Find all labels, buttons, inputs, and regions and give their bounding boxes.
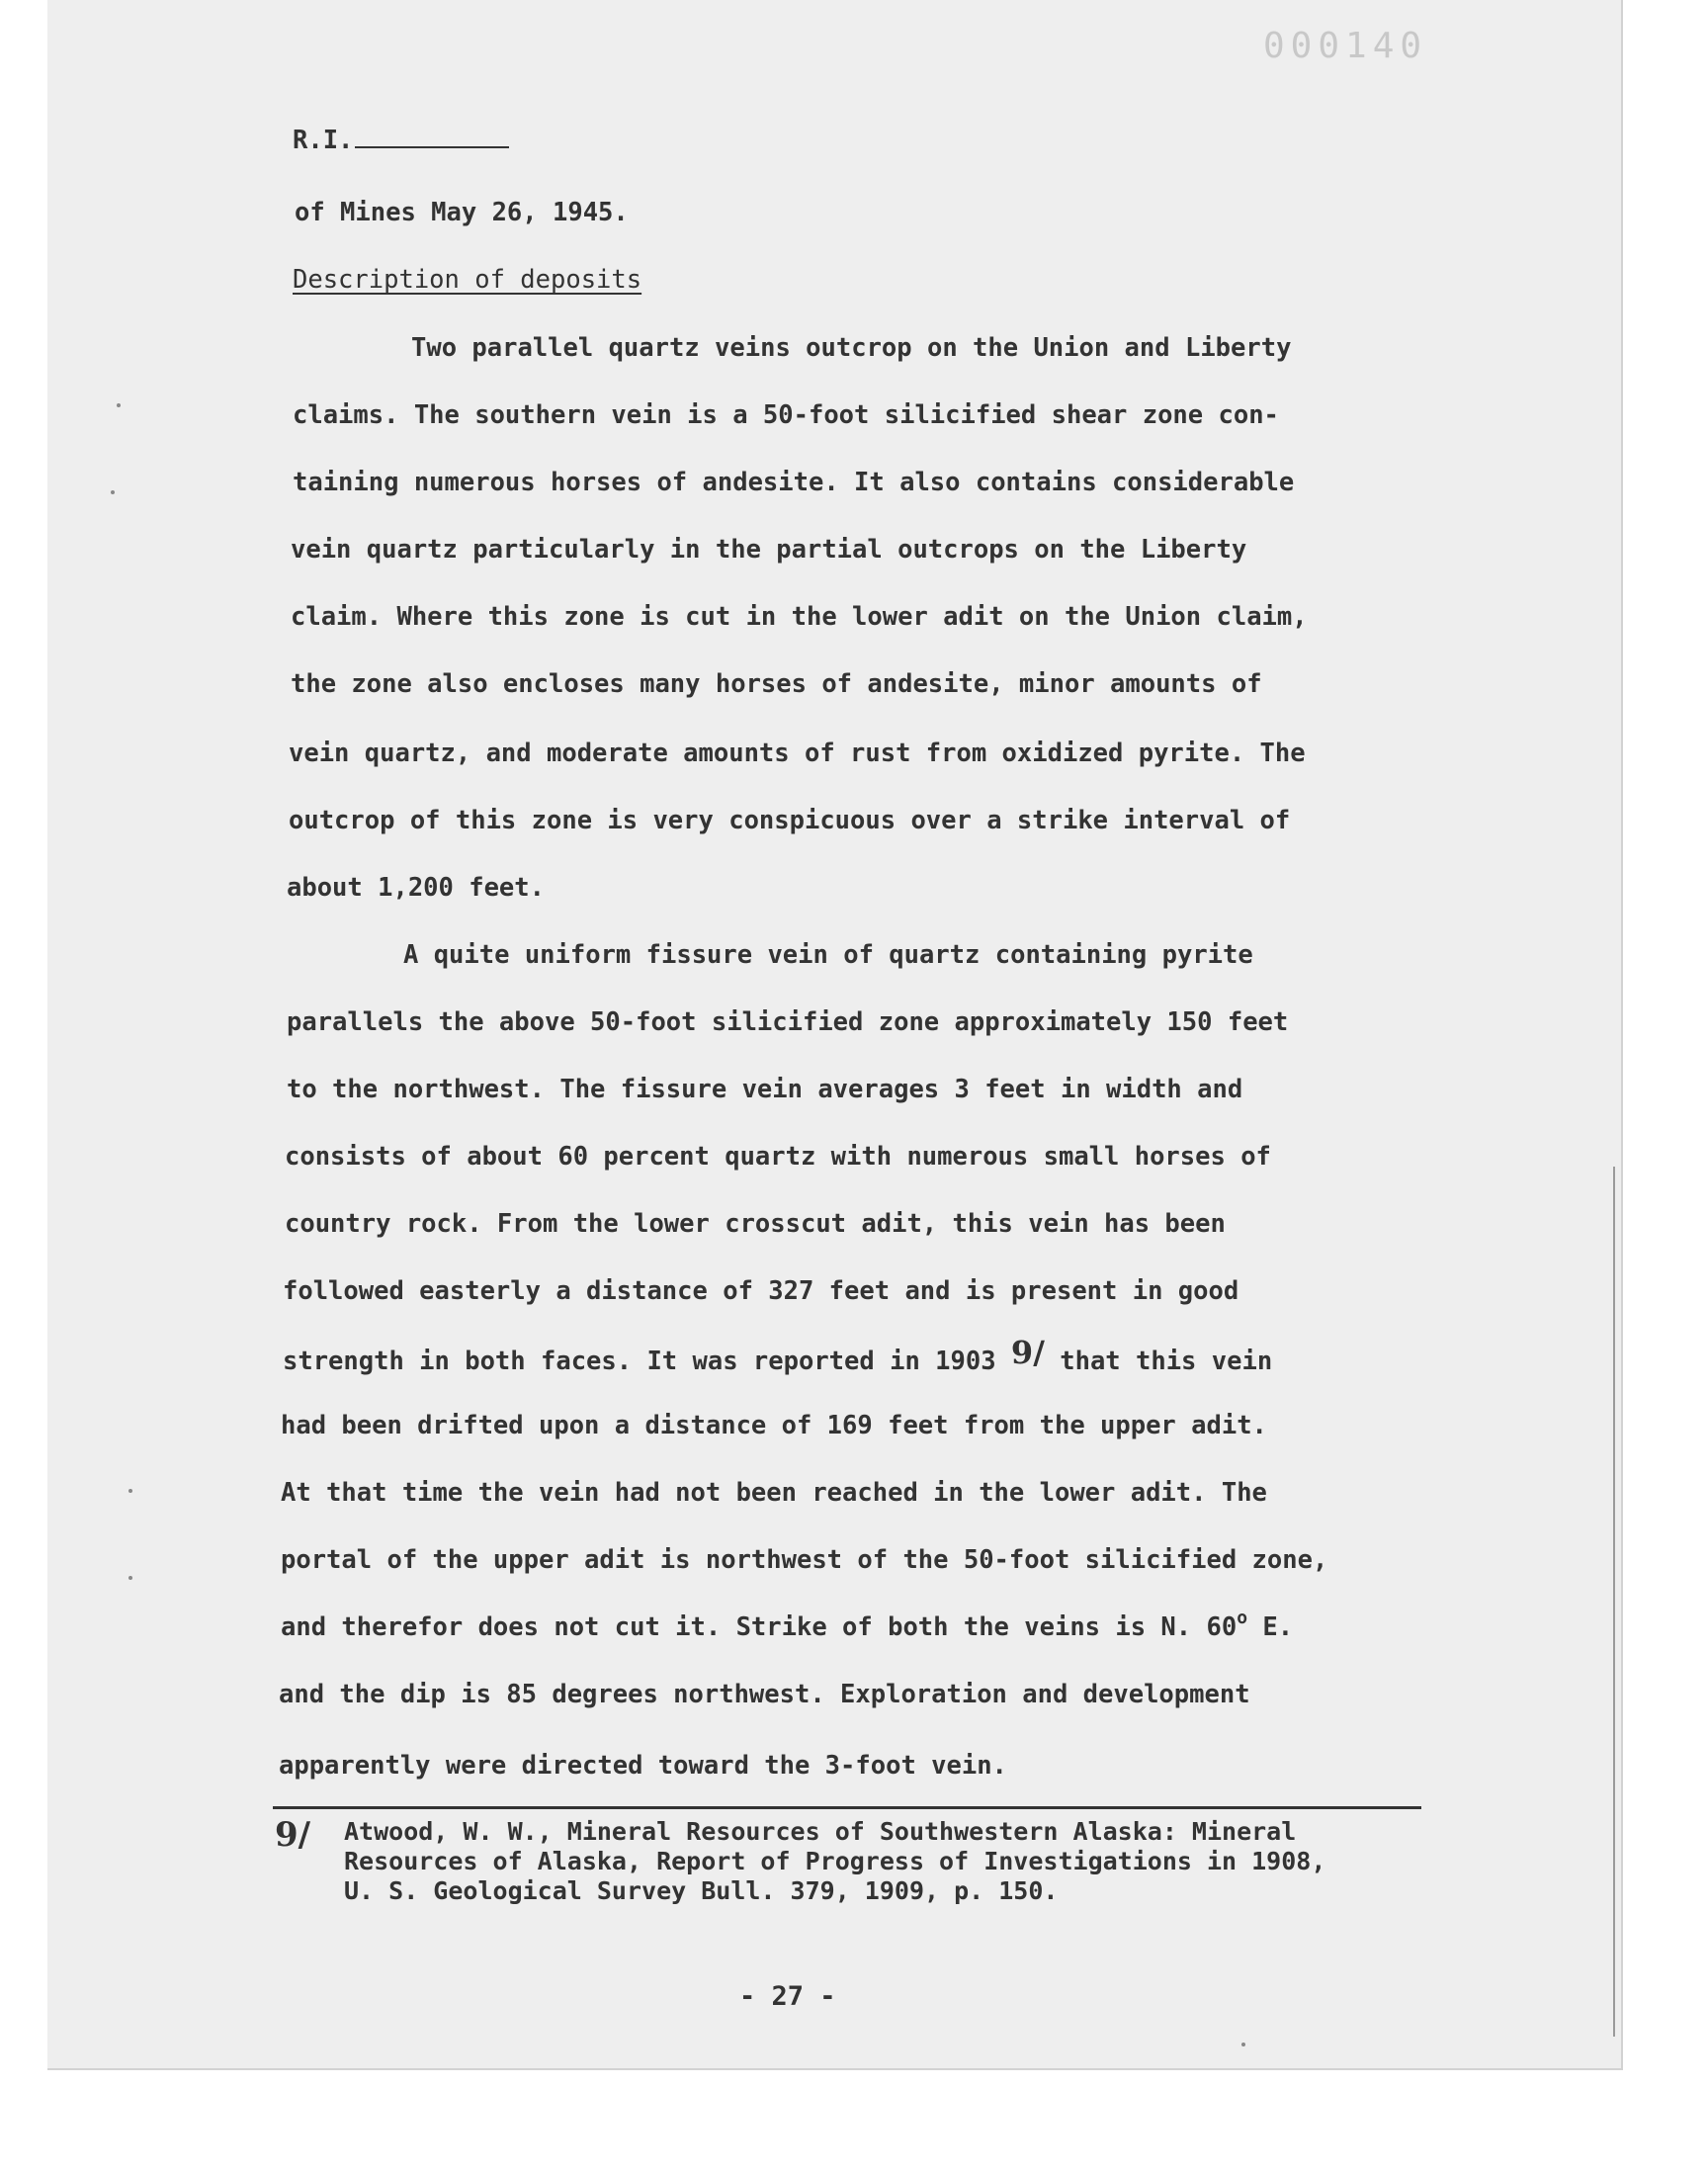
archive-stamp-number: 000140 bbox=[1263, 26, 1428, 66]
paragraph1-line: about 1,200 feet. bbox=[287, 873, 545, 903]
scan-speck bbox=[117, 403, 121, 407]
paragraph2-line: apparently were directed toward the 3-foot vein. bbox=[279, 1751, 1007, 1781]
paragraph2-line: and the dip is 85 degrees northwest. Exploration and development bbox=[279, 1680, 1250, 1709]
report-id-line bbox=[293, 125, 509, 156]
reference-text-before: strength in both faces. It was reported in 1903 bbox=[283, 1347, 996, 1376]
strike-line bbox=[281, 1608, 1294, 1646]
scan-speck bbox=[128, 1489, 132, 1493]
footnote-line: U. S. Geological Survey Bull. 379, 1909, p. 150. bbox=[344, 1876, 1059, 1905]
paragraph1-line: outcrop of this zone is very conspicuous over a strike interval of bbox=[289, 806, 1291, 835]
paragraph2-line: At that time the vein had not been reached in the lower adit. The bbox=[281, 1478, 1267, 1508]
scan-speck bbox=[111, 490, 115, 494]
paragraph2-line: portal of the upper adit is northwest of the 50-foot silicified zone, bbox=[281, 1545, 1328, 1575]
date-line: of Mines May 26, 1945. bbox=[295, 198, 629, 227]
paragraph1-line: claims. The southern vein is a 50-foot silicified shear zone con- bbox=[293, 400, 1279, 430]
footnote-line: Resources of Alaska, Report of Progress of Investigations in 1908, bbox=[344, 1847, 1326, 1875]
footnote-reference-line bbox=[283, 1334, 1273, 1377]
report-id-blank bbox=[355, 127, 509, 148]
paragraph2-line: followed easterly a distance of 327 feet and is present in good bbox=[283, 1276, 1239, 1306]
page-number: - 27 - bbox=[739, 1981, 836, 2012]
paragraph2-line: A quite uniform fissure vein of quartz containing pyrite bbox=[403, 940, 1253, 970]
strike-text-before: and therefor does not cut it. Strike of both the veins is N. 60 bbox=[281, 1612, 1238, 1642]
section-heading: Description of deposits bbox=[293, 265, 642, 295]
reference-text-after: that this vein bbox=[1060, 1347, 1273, 1376]
paragraph2-line: to the northwest. The fissure vein averages 3 feet in width and bbox=[287, 1075, 1243, 1104]
scan-speck bbox=[128, 1576, 132, 1580]
paragraph2-line: had been drifted upon a distance of 169 feet from the upper adit. bbox=[281, 1411, 1267, 1440]
paragraph2-line: country rock. From the lower crosscut adit, this vein has been bbox=[285, 1209, 1226, 1239]
paragraph2-line: parallels the above 50-foot silicified zone approximately 150 feet bbox=[287, 1007, 1289, 1037]
footnote-reference-mark: 9/ bbox=[1010, 1334, 1045, 1371]
footnote-mark: 9/ bbox=[275, 1815, 311, 1855]
footnote-line: Atwood, W. W., Mineral Resources of Southwestern Alaska: Mineral bbox=[344, 1817, 1297, 1846]
paragraph1-line: Two parallel quartz veins outcrop on the Union and Liberty bbox=[411, 333, 1292, 363]
paragraph1-line: vein quartz, and moderate amounts of rust from oxidized pyrite. The bbox=[289, 739, 1306, 768]
paragraph1-line: taining numerous horses of andesite. It also contains considerable bbox=[293, 468, 1295, 497]
strike-text-after: E. bbox=[1247, 1612, 1294, 1642]
paragraph2-line: consists of about 60 percent quartz with numerous small horses of bbox=[285, 1142, 1271, 1172]
scan-edge-line bbox=[1613, 1167, 1615, 2037]
footnote-separator-rule bbox=[273, 1806, 1421, 1809]
paragraph1-line: the zone also encloses many horses of andesite, minor amounts of bbox=[291, 669, 1262, 699]
paragraph1-line: vein quartz particularly in the partial outcrops on the Liberty bbox=[291, 535, 1247, 565]
scan-speck bbox=[1241, 2043, 1245, 2046]
degree-mark: o bbox=[1237, 1608, 1248, 1628]
report-id-label: R.I. bbox=[293, 126, 354, 155]
paragraph1-line: claim. Where this zone is cut in the lower adit on the Union claim, bbox=[291, 602, 1308, 632]
